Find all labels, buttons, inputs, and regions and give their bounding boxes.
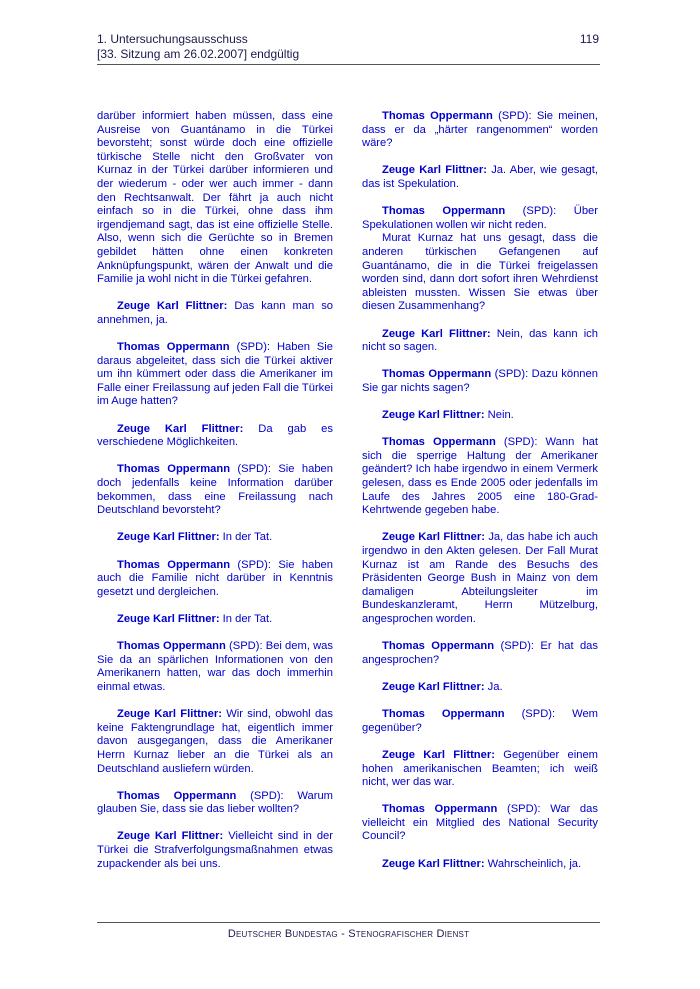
paragraph: Zeuge Karl Flittner: In der Tat.: [117, 531, 273, 544]
paragraph: Zeuge Karl Flittner: Ja.: [382, 680, 503, 693]
paragraph: Zeuge Karl Flittner: Das kann man so annehmen, ja.: [97, 300, 334, 326]
paragraph: Zeuge Karl Flittner: Gegenüber einem hohen amerikanischen Beamten; ich weiß nicht, wer das war.: [362, 748, 599, 789]
speaker-name: Zeuge Karl Flittner:: [382, 409, 485, 422]
speaker-name: Zeuge Karl Flittner:: [117, 300, 228, 313]
speaker-name: Zeuge Karl Flittner:: [382, 531, 485, 544]
paragraph: Zeuge Karl Flittner: Ja, das habe ich auch irgendwo in den Akten gelesen. Der Fall Murat Kurnaz ist am Rande des Besuchs des Präsidenten George Bush in Mainz von dem damaligen Abteilungsleiter im Bundeskanzleramt, Herrn Mützelburg, angesprochen worden.: [362, 531, 599, 625]
paragraph: Zeuge Karl Flittner: Da gab es verschiedene Möglichkeiten.: [97, 422, 334, 449]
paragraph: Zeuge Karl Flittner: Nein, das kann ich nicht so sagen.: [362, 327, 598, 354]
session-info: [33. Sitzung am 26.02.2007] endgültig: [97, 47, 300, 61]
speaker-name: Thomas Oppermann: [117, 789, 237, 802]
paragraph: Thomas Oppermann (SPD): Warum glauben Sie, dass sie das lieber wollten?: [97, 789, 333, 816]
speaker-name: Zeuge Karl Flittner:: [117, 830, 224, 843]
paragraph: Thomas Oppermann (SPD): Sie haben doch jedenfalls keine Information darüber bekommen, dass eine Freilassung nach Deutschland bevorsteht?: [97, 463, 333, 517]
paragraph: Thomas Oppermann (SPD): Haben Sie daraus abgeleitet, dass sich die Türkei aktiver um ihn kümmert oder dass die Amerikaner im Falle einer Freilassung auf jeden Fall die Türkei im Auge hatten?: [97, 341, 333, 408]
speaker-name: Thomas Oppermann: [117, 640, 226, 653]
footer-text: Deutscher Bundestag - Stenografischer Dienst: [227, 928, 470, 940]
speaker-name: Thomas Oppermann: [382, 205, 506, 218]
speaker-name: Thomas Oppermann: [382, 640, 495, 653]
page-header: [97, 32, 599, 62]
speaker-name: Thomas Oppermann: [117, 341, 230, 354]
speaker-name: Zeuge Karl Flittner:: [382, 748, 495, 761]
page-number: 119: [579, 32, 599, 46]
speaker-name: Thomas Oppermann: [382, 436, 496, 449]
speaker-name: Thomas Oppermann: [382, 368, 492, 381]
paragraph: Zeuge Karl Flittner: Vielleicht sind in der Türkei die Strafverfolgungsmaßnahmen etwas zupackender als bei uns.: [97, 830, 334, 870]
paragraph: Zeuge Karl Flittner: Wir sind, obwohl das keine Faktengrundlage hat, eigentlich immer davon ausgegangen, dass die Amerikaner Herrn Kurnaz lieber an die Türkei als an Deutschland ausliefern würden.: [97, 708, 334, 775]
speaker-name: Zeuge Karl Flittner:: [117, 708, 222, 721]
paragraph: Thomas Oppermann (SPD): War das vielleicht ein Mitglied des National Security Council?: [362, 803, 598, 843]
paragraph: Thomas Oppermann (SPD): Wem gegenüber?: [362, 708, 598, 734]
paragraph: darüber informiert haben müssen, dass eine Ausreise von Guantánamo in die Türkei bevorsteht; sonst würde doch eine offizielle türkische Stelle nicht den Großvater von Kurnaz in der Türkei darüber informieren und der wiederum - oder wer auch immer - dann den Rechtsanwalt. Der fährt ja auch nicht einfach so in die Türkei, ohne dass ihm irgendjemand sagt, das ist eine offizielle Stelle. Also, wenn sich die Gerüchte so in Bremen gebildet hätten ohne einen konkreten Anknüpfungspunkt, wären der Anwalt und die Familie ja wohl nicht in die Türkei gefahren.: [97, 110, 333, 286]
paragraph: Murat Kurnaz hat uns gesagt, dass die anderen türkischen Gefangenen auf Guantánamo, die in die Türkei freigelassen worden sind, dann dort sofort ihren Wehrdienst ableisten mussten. Wissen Sie etwas über diesen Zusammenhang?: [362, 232, 598, 313]
paragraph: Zeuge Karl Flittner: Wahrscheinlich, ja.: [382, 857, 582, 870]
paragraph: Thomas Oppermann (SPD): Bei dem, was Sie da an spärlichen Informationen von den Amerikanern hatten, war das doch immerhin einmal etwas.: [97, 640, 333, 693]
speaker-name: Thomas Oppermann: [382, 110, 493, 122]
speaker-name: Zeuge Karl Flittner:: [382, 164, 487, 177]
paragraph: Zeuge Karl Flittner: In der Tat.: [117, 612, 273, 625]
speaker-name: Zeuge Karl Flittner:: [382, 680, 485, 693]
paragraph: Thomas Oppermann (SPD): Er hat das angesprochen?: [362, 640, 598, 666]
header-rule: [97, 64, 600, 65]
committee-title: 1. Untersuchungsausschuss: [97, 32, 248, 46]
page-footer: [97, 928, 600, 940]
speaker-name: Zeuge Karl Flittner:: [382, 857, 485, 870]
speaker-name: Thomas Oppermann: [382, 708, 505, 721]
paragraph: Thomas Oppermann (SPD): Wann hat sich die sperrige Haltung der Amerikaner geändert? Ich habe irgendwo in einem Vermerk gelesen, dass es Ende 2005 oder jedenfalls im Laufe des Jahres 2005 eine 180-Grad-Kehrtwende gegeben habe.: [362, 436, 598, 517]
paragraph: Thomas Oppermann (SPD): Sie haben auch die Familie nicht darüber in Kenntnis gesetzt und dergleichen.: [97, 558, 333, 598]
paragraph: Thomas Oppermann (SPD): Dazu können Sie gar nichts sagen?: [362, 368, 598, 394]
speaker-name: Zeuge Karl Flittner:: [117, 422, 244, 435]
speaker-name: Thomas Oppermann: [117, 558, 231, 571]
speaker-name: Zeuge Karl Flittner:: [382, 327, 491, 340]
paragraph: Zeuge Karl Flittner: Nein.: [382, 409, 514, 422]
speaker-name: Zeuge Karl Flittner:: [117, 531, 220, 544]
left-column: [97, 110, 333, 885]
paragraph: Zeuge Karl Flittner: Ja. Aber, wie gesagt, das ist Spekulation.: [362, 164, 598, 190]
speaker-name: Zeuge Karl Flittner:: [117, 612, 220, 625]
speaker-name: Thomas Oppermann: [117, 463, 231, 476]
right-column: [362, 110, 598, 885]
paragraph: Thomas Oppermann (SPD): Über Spekulationen wollen wir nicht reden.: [362, 205, 598, 231]
paragraph: Thomas Oppermann (SPD): Sie meinen, dass er da „härter rangenommen“ worden wäre?: [362, 110, 598, 150]
speaker-name: Thomas Oppermann: [382, 803, 498, 816]
footer-rule: [97, 922, 600, 923]
